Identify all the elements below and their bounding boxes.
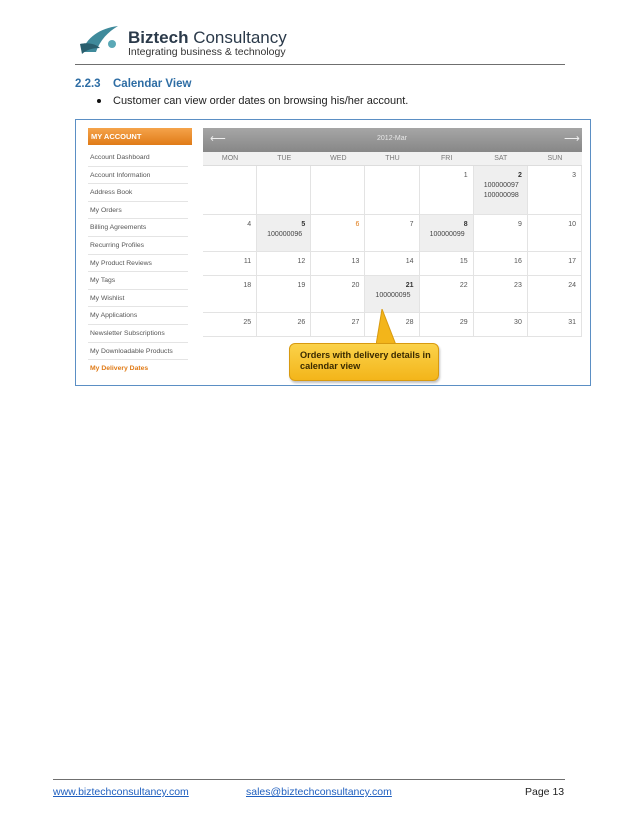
calendar-day-cell[interactable] xyxy=(420,276,474,313)
calendar-day-cell[interactable] xyxy=(474,252,528,276)
calendar-day-cell[interactable] xyxy=(311,276,365,313)
day-number: 10 xyxy=(568,221,576,228)
callout-text: Orders with delivery details in calendar view xyxy=(300,350,431,371)
day-number: 14 xyxy=(405,258,414,265)
company-logo xyxy=(78,22,122,58)
calendar-day-cell[interactable] xyxy=(257,252,311,276)
weekday-label: TUE xyxy=(277,155,292,162)
day-number: 1 xyxy=(463,172,468,179)
day-number: 30 xyxy=(514,319,522,326)
brand-name xyxy=(128,28,287,48)
sidebar-item[interactable]: My Orders xyxy=(88,202,188,220)
day-number: 3 xyxy=(572,172,576,179)
day-number: 4 xyxy=(247,221,252,228)
day-number: 15 xyxy=(459,258,468,265)
calendar-day-cell[interactable] xyxy=(257,313,311,337)
day-number: 7 xyxy=(409,221,414,228)
sidebar-item[interactable]: My Downloadable Products xyxy=(88,343,188,361)
sidebar-item[interactable]: My Product Reviews xyxy=(88,255,188,273)
day-number: 31 xyxy=(568,319,576,326)
day-number: 22 xyxy=(459,282,468,289)
weekday-label: WED xyxy=(330,155,347,162)
sidebar-heading: MY ACCOUNT xyxy=(88,128,192,145)
calendar-day-cell[interactable] xyxy=(420,313,474,337)
calendar-day-cell[interactable] xyxy=(203,215,257,252)
sidebar-item[interactable]: Account Information xyxy=(88,167,188,185)
calendar-day-cell[interactable] xyxy=(420,215,474,252)
day-number: 21 xyxy=(405,282,414,289)
calendar-day-cell[interactable] xyxy=(311,313,365,337)
calendar-day-cell[interactable] xyxy=(528,252,582,276)
day-number: 24 xyxy=(568,282,576,289)
calendar-day-cell xyxy=(203,166,257,215)
calendar-day-cell[interactable] xyxy=(203,252,257,276)
weekday-label: THU xyxy=(385,155,400,162)
calendar-day-cell[interactable] xyxy=(528,166,582,215)
calendar-day-cell xyxy=(311,166,365,215)
weekday-label: MON xyxy=(221,155,239,162)
day-number: 13 xyxy=(351,258,360,265)
calendar-day-cell[interactable] xyxy=(311,215,365,252)
day-number: 17 xyxy=(568,258,576,265)
day-number: 29 xyxy=(459,319,468,326)
day-number: 6 xyxy=(355,221,360,228)
day-number: 27 xyxy=(351,319,360,326)
day-number: 18 xyxy=(243,282,252,289)
order-number-link[interactable]: 100000095 xyxy=(375,292,411,299)
brand-bold: Biztech xyxy=(128,28,189,47)
footer-divider xyxy=(53,779,565,780)
calendar-day-cell[interactable] xyxy=(474,313,528,337)
day-number: 19 xyxy=(297,282,306,289)
day-number: 26 xyxy=(297,319,306,326)
arrow-left-icon[interactable]: ⟵ xyxy=(210,133,226,145)
weekday-label: SAT xyxy=(494,155,508,162)
page-number: Page 13 xyxy=(525,786,565,798)
sidebar-item[interactable]: Account Dashboard xyxy=(88,149,188,167)
brand-light: Consultancy xyxy=(188,28,287,47)
sidebar-item[interactable]: Newsletter Subscriptions xyxy=(88,325,188,343)
section-title: Calendar View xyxy=(113,78,192,90)
day-number: 23 xyxy=(514,282,522,289)
day-number: 2 xyxy=(517,172,522,179)
calendar-month-label: 2012-Mar xyxy=(377,135,407,142)
calendar-day-cell[interactable] xyxy=(257,215,311,252)
calendar-day-cell[interactable] xyxy=(474,276,528,313)
brand-tagline: Integrating business & technology xyxy=(128,46,286,58)
arrow-right-icon[interactable]: ⟶ xyxy=(564,133,580,145)
section-number: 2.2.3 xyxy=(75,78,101,90)
calendar-day-cell[interactable] xyxy=(474,166,528,215)
sidebar-item[interactable]: My Delivery Dates xyxy=(90,365,149,373)
sidebar-item[interactable]: Billing Agreements xyxy=(88,219,188,237)
calendar-day-cell[interactable] xyxy=(528,215,582,252)
sidebar-item[interactable]: My Tags xyxy=(88,272,188,290)
calendar-day-cell xyxy=(365,166,419,215)
order-number-link[interactable]: 100000099 xyxy=(429,231,465,238)
calendar-day-cell[interactable] xyxy=(420,252,474,276)
calendar-day-cell[interactable] xyxy=(203,276,257,313)
day-number: 20 xyxy=(351,282,360,289)
day-number: 9 xyxy=(517,221,522,228)
day-number: 11 xyxy=(243,258,252,265)
day-number: 5 xyxy=(301,221,306,228)
order-number-link[interactable]: 100000098 xyxy=(483,192,519,199)
weekday-label: SUN xyxy=(547,155,563,162)
bullet-icon xyxy=(97,99,101,103)
callout-pointer xyxy=(376,309,396,345)
sidebar-item[interactable]: My Wishlist xyxy=(88,290,188,308)
sidebar-item[interactable]: Address Book xyxy=(88,184,188,202)
day-number: 25 xyxy=(243,319,252,326)
email-link[interactable]: sales@biztechconsultancy.com xyxy=(246,786,392,798)
sidebar-item[interactable]: Recurring Profiles xyxy=(88,237,188,255)
day-number: 28 xyxy=(405,319,414,326)
sidebar-item[interactable]: My Applications xyxy=(88,307,188,325)
day-number: 8 xyxy=(463,221,468,228)
order-number-link[interactable]: 100000096 xyxy=(267,231,303,238)
calendar-day-cell[interactable] xyxy=(528,276,582,313)
calendar-day-cell[interactable] xyxy=(257,276,311,313)
order-number-link[interactable]: 100000097 xyxy=(483,182,519,189)
calendar-day-cell[interactable] xyxy=(203,313,257,337)
calendar-day-cell xyxy=(257,166,311,215)
calendar-day-cell[interactable] xyxy=(365,215,419,252)
calendar-day-cell[interactable] xyxy=(311,252,365,276)
weekday-label: FRI xyxy=(440,155,453,162)
calendar-day-cell[interactable] xyxy=(474,215,528,252)
day-number: 16 xyxy=(514,258,522,265)
calendar-day-cell[interactable] xyxy=(528,313,582,337)
calendar-day-cell[interactable] xyxy=(420,166,474,215)
bullet-text: Customer can view order dates on browsing his/her account. xyxy=(113,95,409,107)
header-divider xyxy=(75,64,565,65)
website-link[interactable]: www.biztechconsultancy.com xyxy=(53,786,189,798)
calendar-day-cell[interactable] xyxy=(365,252,419,276)
calendar-day-cell[interactable] xyxy=(365,276,419,313)
day-number: 12 xyxy=(297,258,306,265)
